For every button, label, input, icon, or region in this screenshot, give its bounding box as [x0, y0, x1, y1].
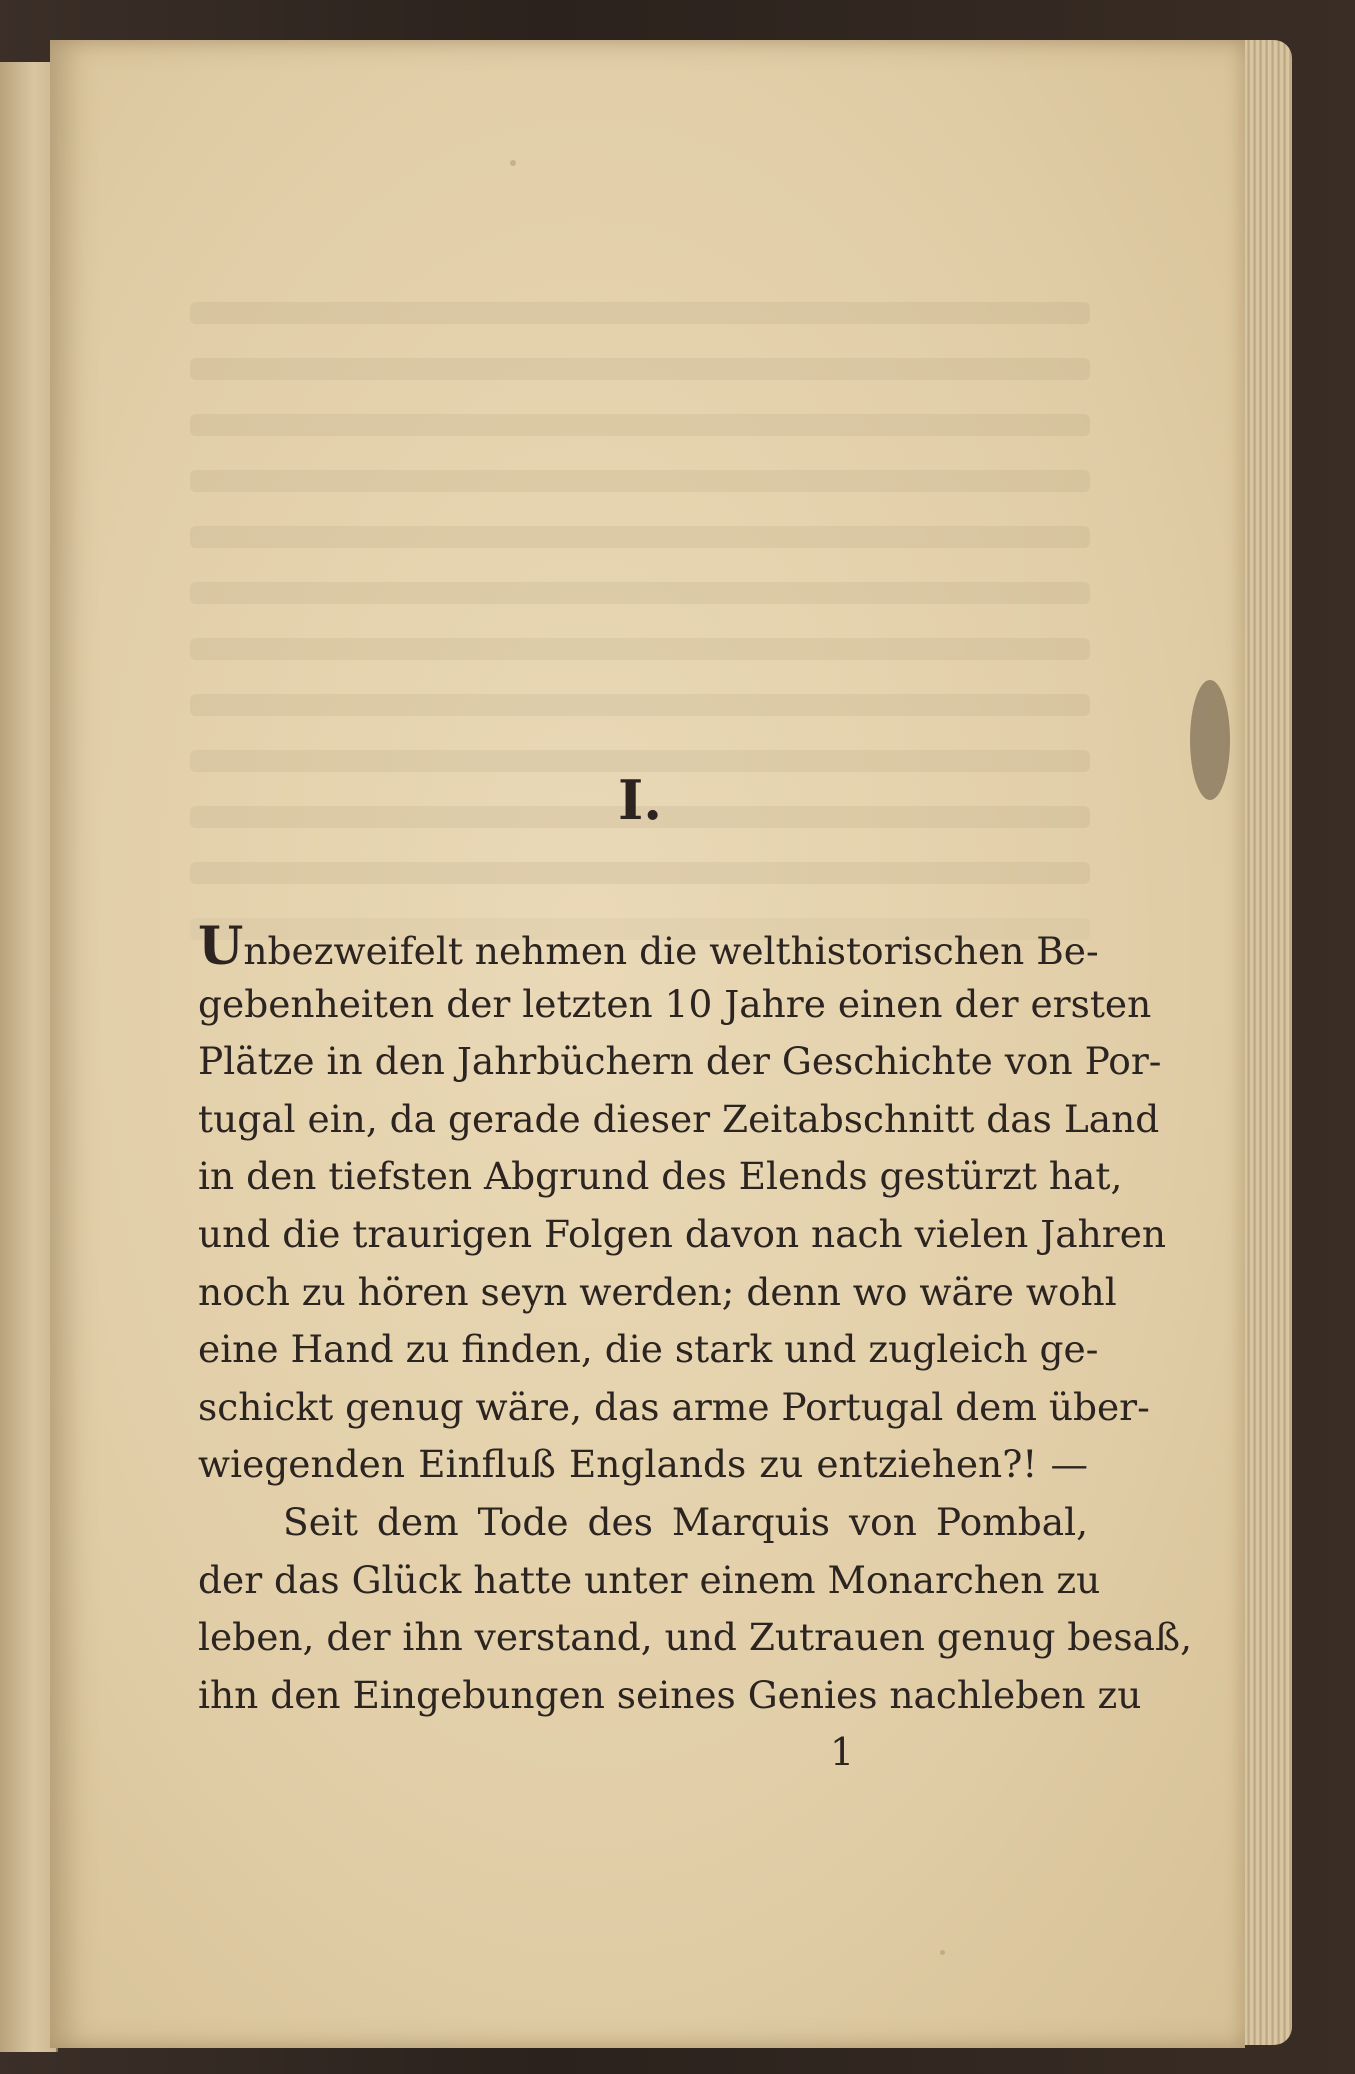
- bleed-through-line: [190, 414, 1090, 436]
- bleed-through-line: [190, 694, 1090, 716]
- page-speck: [510, 160, 516, 166]
- bleed-through-line: [190, 582, 1090, 604]
- text-line: in den tiefsten Abgrund des Elends gestürzt hat,: [198, 1154, 1123, 1199]
- text-line: schickt genug wäre, das arme Portugal dem über-: [198, 1384, 1150, 1429]
- drop-cap: U: [198, 916, 244, 977]
- body-text: [198, 916, 1193, 1724]
- bleed-through-line: [190, 638, 1090, 660]
- bleed-through-line: [190, 470, 1090, 492]
- bleed-through-line: [190, 358, 1090, 380]
- chapter-heading: I.: [617, 768, 663, 832]
- page-number: 1: [830, 1730, 855, 1774]
- bleed-through-line: [190, 302, 1090, 324]
- text-line: leben, der ihn verstand, und Zutrauen genug besaß,: [198, 1615, 1193, 1660]
- text-line: eine Hand zu finden, die stark und zugleich ge-: [198, 1327, 1099, 1372]
- book-page: [50, 40, 1245, 2048]
- text-line: Seit dem Tode des Marquis von Pombal,: [283, 1499, 1088, 1544]
- text-line: und die traurigen Folgen davon nach vielen Jahren: [198, 1211, 1167, 1256]
- text-line: Plätze in den Jahrbüchern der Geschichte von Por-: [198, 1039, 1162, 1084]
- text-line: der das Glück hatte unter einem Monarchen zu: [198, 1557, 1101, 1602]
- text-line: tugal ein, da gerade dieser Zeitabschnitt das Land: [198, 1096, 1160, 1141]
- text-line: [198, 916, 1099, 977]
- text-line-content: nbezweifelt nehmen die welthistorischen Be-: [243, 929, 1099, 973]
- text-line: wiegenden Einfluß Englands zu entziehen?! —: [198, 1442, 1088, 1487]
- text-line: ihn den Eingebungen seines Genies nachleben zu: [198, 1672, 1142, 1717]
- bleed-through-line: [190, 862, 1090, 884]
- page-speck: [940, 1950, 945, 1955]
- text-line: gebenheiten der letzten 10 Jahre einen der ersten: [198, 981, 1152, 1026]
- text-line: noch zu hören seyn werden; denn wo wäre wohl: [198, 1269, 1117, 1314]
- bleed-through-line: [190, 526, 1090, 548]
